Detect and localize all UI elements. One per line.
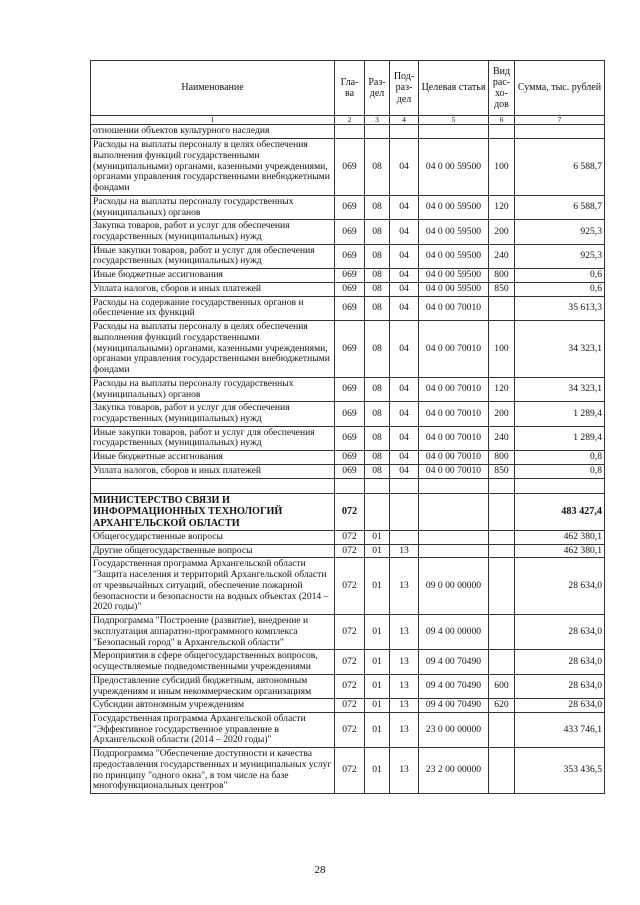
row-glava-cell: 069 — [335, 464, 365, 478]
row-podrazdel-cell: 04 — [390, 464, 419, 478]
row-vid-cell: 120 — [489, 377, 515, 401]
row-vid-cell: 200 — [489, 402, 515, 426]
row-target-cell: 04 0 00 70010 — [419, 377, 489, 401]
row-target-cell: 09 4 00 00000 — [419, 615, 489, 650]
page-number: 28 — [314, 864, 326, 876]
row-razdel-cell: 08 — [365, 220, 390, 244]
row-vid-cell: 100 — [489, 321, 515, 378]
row-podrazdel-cell: 04 — [390, 269, 419, 283]
row-vid-cell — [489, 530, 515, 544]
row-sum-cell: 0,6 — [515, 282, 605, 296]
row-name-cell: Расходы на выплаты персоналу государственных (муниципальных) органов — [91, 195, 335, 219]
row-razdel-cell: 08 — [365, 321, 390, 378]
row-podrazdel-cell: 13 — [390, 544, 419, 558]
table-row — [91, 139, 605, 196]
table-row — [91, 544, 605, 558]
row-razdel-cell: 01 — [365, 699, 390, 713]
row-sum-cell: 6 588,7 — [515, 139, 605, 196]
row-name-cell: МИНИСТЕРСТВО СВЯЗИ И ИНФОРМАЦИОННЫХ ТЕХНОЛОГИЙ АРХАНГЕЛЬСКОЙ ОБЛАСТИ — [91, 493, 335, 530]
row-podrazdel-cell: 04 — [390, 426, 419, 450]
row-vid-cell — [489, 748, 515, 794]
row-name-cell: Подпрограмма "Обеспечение доступности и качества предоставления государственных и муниципальных услуг по принципу "одного окна", в том числе на базе многофункциональных центров" — [91, 748, 335, 794]
row-glava-cell: 069 — [335, 377, 365, 401]
row-vid-cell — [489, 478, 515, 493]
table-row — [91, 402, 605, 426]
row-target-cell: 04 0 00 59500 — [419, 282, 489, 296]
row-glava-cell — [335, 125, 365, 139]
row-glava-cell: 072 — [335, 748, 365, 794]
row-glava-cell: 069 — [335, 139, 365, 196]
row-name-cell: Расходы на содержание государственных органов и обеспечение их функций — [91, 296, 335, 320]
row-sum-cell: 28 634,0 — [515, 558, 605, 615]
table-row — [91, 244, 605, 268]
row-name-cell: Мероприятия в сфере общегосударственных вопросов, осуществляемые подведомственными учреждениями — [91, 650, 335, 674]
row-target-cell: 23 0 00 00000 — [419, 712, 489, 747]
row-name-cell: Расходы на выплаты персоналу государственных (муниципальных) органов — [91, 377, 335, 401]
row-glava-cell: 069 — [335, 195, 365, 219]
row-razdel-cell: 01 — [365, 615, 390, 650]
row-sum-cell — [515, 125, 605, 139]
row-glava-cell: 069 — [335, 451, 365, 465]
row-name-cell: Другие общегосударственные вопросы — [91, 544, 335, 558]
table-body — [91, 125, 605, 794]
row-vid-cell — [489, 650, 515, 674]
row-glava-cell: 069 — [335, 244, 365, 268]
row-razdel-cell: 08 — [365, 377, 390, 401]
row-sum-cell: 1 289,4 — [515, 402, 605, 426]
row-podrazdel-cell: 04 — [390, 296, 419, 320]
row-target-cell: 04 0 00 70010 — [419, 426, 489, 450]
table-row — [91, 464, 605, 478]
table-row — [91, 650, 605, 674]
row-sum-cell: 0,6 — [515, 269, 605, 283]
row-glava-cell: 072 — [335, 674, 365, 698]
row-target-cell: 04 0 00 59500 — [419, 244, 489, 268]
row-target-cell — [419, 125, 489, 139]
row-name-cell — [91, 478, 335, 493]
row-podrazdel-cell: 04 — [390, 321, 419, 378]
row-razdel-cell: 08 — [365, 296, 390, 320]
row-podrazdel-cell: 04 — [390, 244, 419, 268]
header-name: Наименование — [91, 61, 335, 116]
row-target-cell: 04 0 00 70010 — [419, 451, 489, 465]
table-row — [91, 748, 605, 794]
row-razdel-cell: 08 — [365, 282, 390, 296]
row-podrazdel-cell: 04 — [390, 402, 419, 426]
row-podrazdel-cell — [390, 530, 419, 544]
row-name-cell: Расходы на выплаты персоналу в целях обеспечения выполнения функций государственными (муниципальными) органами, казенными учреждениями, органами управления государственными внебюджетными фондами — [91, 139, 335, 196]
row-vid-cell — [489, 558, 515, 615]
row-sum-cell: 483 427,4 — [515, 493, 605, 530]
col-number: 4 — [390, 116, 419, 125]
row-podrazdel-cell: 04 — [390, 220, 419, 244]
row-name-cell: Иные закупки товаров, работ и услуг для обеспечения государственных (муниципальных) нужд — [91, 426, 335, 450]
row-vid-cell: 240 — [489, 426, 515, 450]
table-header-row — [91, 61, 605, 116]
row-podrazdel-cell: 13 — [390, 650, 419, 674]
row-sum-cell: 28 634,0 — [515, 699, 605, 713]
table-row — [91, 321, 605, 378]
table-row — [91, 377, 605, 401]
row-razdel-cell: 01 — [365, 748, 390, 794]
row-razdel-cell: 08 — [365, 139, 390, 196]
row-podrazdel-cell: 04 — [390, 377, 419, 401]
row-vid-cell: 100 — [489, 139, 515, 196]
col-number: 1 — [91, 116, 335, 125]
row-name-cell: Подпрограмма "Построение (развитие), внедрение и эксплуатация аппаратно-программного комплекса "Безопасный город" в Архангельской области" — [91, 615, 335, 650]
row-vid-cell — [489, 493, 515, 530]
row-vid-cell — [489, 544, 515, 558]
row-sum-cell: 353 436,5 — [515, 748, 605, 794]
row-razdel-cell: 08 — [365, 269, 390, 283]
row-target-cell — [419, 544, 489, 558]
header-glava: Гла-ва — [335, 61, 365, 116]
row-sum-cell: 433 746,1 — [515, 712, 605, 747]
row-razdel-cell: 08 — [365, 402, 390, 426]
row-glava-cell: 072 — [335, 650, 365, 674]
header-sum: Сумма, тыс. рублей — [515, 61, 605, 116]
row-glava-cell — [335, 478, 365, 493]
row-target-cell: 04 0 00 59500 — [419, 220, 489, 244]
row-glava-cell: 072 — [335, 493, 365, 530]
row-vid-cell: 120 — [489, 195, 515, 219]
row-name-cell: Уплата налогов, сборов и иных платежей — [91, 282, 335, 296]
table-spacer-row — [91, 478, 605, 493]
row-vid-cell: 240 — [489, 244, 515, 268]
row-glava-cell: 069 — [335, 321, 365, 378]
table-row — [91, 426, 605, 450]
row-razdel-cell: 01 — [365, 650, 390, 674]
row-razdel-cell: 01 — [365, 530, 390, 544]
budget-table — [90, 60, 605, 794]
row-glava-cell: 069 — [335, 296, 365, 320]
row-name-cell: Субсидии автономным учреждениям — [91, 699, 335, 713]
table-row — [91, 220, 605, 244]
header-target: Целевая статья — [419, 61, 489, 116]
row-glava-cell: 072 — [335, 530, 365, 544]
table-row — [91, 712, 605, 747]
row-sum-cell: 34 323,1 — [515, 321, 605, 378]
row-glava-cell: 072 — [335, 615, 365, 650]
row-target-cell: 23 2 00 00000 — [419, 748, 489, 794]
row-vid-cell — [489, 712, 515, 747]
row-name-cell: Иные бюджетные ассигнования — [91, 269, 335, 283]
row-razdel-cell: 08 — [365, 195, 390, 219]
row-target-cell: 04 0 00 70010 — [419, 464, 489, 478]
row-target-cell: 09 4 00 70490 — [419, 699, 489, 713]
row-podrazdel-cell — [390, 478, 419, 493]
row-target-cell: 09 0 00 00000 — [419, 558, 489, 615]
row-podrazdel-cell: 13 — [390, 558, 419, 615]
table-row — [91, 558, 605, 615]
row-vid-cell: 600 — [489, 674, 515, 698]
row-vid-cell: 620 — [489, 699, 515, 713]
row-glava-cell: 072 — [335, 712, 365, 747]
row-target-cell — [419, 493, 489, 530]
row-name-cell: Иные бюджетные ассигнования — [91, 451, 335, 465]
row-vid-cell: 800 — [489, 451, 515, 465]
row-target-cell: 04 0 00 70010 — [419, 321, 489, 378]
row-razdel-cell — [365, 493, 390, 530]
row-razdel-cell: 08 — [365, 426, 390, 450]
row-sum-cell — [515, 478, 605, 493]
row-podrazdel-cell: 04 — [390, 195, 419, 219]
row-name-cell: Уплата налогов, сборов и иных платежей — [91, 464, 335, 478]
row-sum-cell: 6 588,7 — [515, 195, 605, 219]
row-glava-cell: 069 — [335, 426, 365, 450]
row-sum-cell: 925,3 — [515, 220, 605, 244]
row-name-cell: Расходы на выплаты персоналу в целях обеспечения выполнения функций государственными (муниципальными) органами, казенными учреждениями, органами управления государственными внебюджетными фондами — [91, 321, 335, 378]
row-vid-cell: 850 — [489, 464, 515, 478]
row-target-cell — [419, 478, 489, 493]
row-glava-cell: 069 — [335, 220, 365, 244]
row-name-cell: Закупка товаров, работ и услуг для обеспечения государственных (муниципальных) нужд — [91, 220, 335, 244]
row-target-cell: 04 0 00 59500 — [419, 269, 489, 283]
row-target-cell: 04 0 00 70010 — [419, 402, 489, 426]
row-sum-cell: 28 634,0 — [515, 674, 605, 698]
row-sum-cell: 462 380,1 — [515, 544, 605, 558]
row-sum-cell: 35 613,3 — [515, 296, 605, 320]
row-sum-cell: 0,8 — [515, 451, 605, 465]
table-row — [91, 269, 605, 283]
row-razdel-cell: 08 — [365, 464, 390, 478]
row-sum-cell: 34 323,1 — [515, 377, 605, 401]
row-name-cell: Иные закупки товаров, работ и услуг для обеспечения государственных (муниципальных) нужд — [91, 244, 335, 268]
row-razdel-cell: 08 — [365, 451, 390, 465]
row-razdel-cell — [365, 478, 390, 493]
row-podrazdel-cell: 04 — [390, 139, 419, 196]
row-podrazdel-cell: 13 — [390, 674, 419, 698]
col-number: 7 — [515, 116, 605, 125]
table-row — [91, 674, 605, 698]
row-name-cell: отношении объектов культурного наследия — [91, 125, 335, 139]
header-razdel: Раз-дел — [365, 61, 390, 116]
header-podrazdel: Под-раз-дел — [390, 61, 419, 116]
row-sum-cell: 0,8 — [515, 464, 605, 478]
col-number: 3 — [365, 116, 390, 125]
row-vid-cell — [489, 615, 515, 650]
table-row — [91, 615, 605, 650]
row-vid-cell: 850 — [489, 282, 515, 296]
row-sum-cell: 462 380,1 — [515, 530, 605, 544]
row-razdel-cell: 01 — [365, 674, 390, 698]
col-number: 5 — [419, 116, 489, 125]
row-glava-cell: 072 — [335, 699, 365, 713]
row-sum-cell: 925,3 — [515, 244, 605, 268]
table-row — [91, 530, 605, 544]
row-name-cell: Закупка товаров, работ и услуг для обеспечения государственных (муниципальных) нужд — [91, 402, 335, 426]
table-row — [91, 493, 605, 530]
row-vid-cell — [489, 125, 515, 139]
header-vid: Вид рас-хо-дов — [489, 61, 515, 116]
row-podrazdel-cell — [390, 125, 419, 139]
row-target-cell: 09 4 00 70490 — [419, 650, 489, 674]
row-name-cell: Государственная программа Архангельской области "Защита населения и территорий Архангельской области от чрезвычайных ситуаций, обеспечение пожарной безопасности и безопасности на водных объектах (2014 – 2020 годы)" — [91, 558, 335, 615]
table-row — [91, 296, 605, 320]
row-name-cell: Государственная программа Архангельской области "Эффективное государственное управление в Архангельской области (2014 – 2020 годы)" — [91, 712, 335, 747]
row-razdel-cell: 01 — [365, 712, 390, 747]
table-row — [91, 282, 605, 296]
row-vid-cell: 200 — [489, 220, 515, 244]
row-target-cell: 04 0 00 59500 — [419, 139, 489, 196]
row-vid-cell: 800 — [489, 269, 515, 283]
row-target-cell — [419, 530, 489, 544]
row-razdel-cell: 08 — [365, 244, 390, 268]
row-sum-cell: 28 634,0 — [515, 615, 605, 650]
row-podrazdel-cell: 13 — [390, 615, 419, 650]
row-podrazdel-cell: 13 — [390, 712, 419, 747]
row-name-cell: Общегосударственные вопросы — [91, 530, 335, 544]
row-target-cell: 04 0 00 59500 — [419, 195, 489, 219]
row-podrazdel-cell: 04 — [390, 282, 419, 296]
row-glava-cell: 069 — [335, 282, 365, 296]
row-razdel-cell — [365, 125, 390, 139]
row-podrazdel-cell: 04 — [390, 451, 419, 465]
row-podrazdel-cell: 13 — [390, 699, 419, 713]
row-razdel-cell: 01 — [365, 558, 390, 615]
column-number-row — [91, 116, 605, 125]
row-vid-cell — [489, 296, 515, 320]
row-glava-cell: 069 — [335, 402, 365, 426]
row-name-cell: Предоставление субсидий бюджетным, автономным учреждениям и иным некоммерческим организациям — [91, 674, 335, 698]
row-target-cell: 04 0 00 70010 — [419, 296, 489, 320]
row-sum-cell: 1 289,4 — [515, 426, 605, 450]
col-number: 6 — [489, 116, 515, 125]
row-podrazdel-cell: 13 — [390, 748, 419, 794]
row-razdel-cell: 01 — [365, 544, 390, 558]
row-glava-cell: 069 — [335, 269, 365, 283]
table-row — [91, 451, 605, 465]
table-row — [91, 125, 605, 139]
table-row — [91, 699, 605, 713]
row-sum-cell: 28 634,0 — [515, 650, 605, 674]
col-number: 2 — [335, 116, 365, 125]
row-podrazdel-cell — [390, 493, 419, 530]
row-target-cell: 09 4 00 70490 — [419, 674, 489, 698]
table-row — [91, 195, 605, 219]
row-glava-cell: 072 — [335, 558, 365, 615]
row-glava-cell: 072 — [335, 544, 365, 558]
